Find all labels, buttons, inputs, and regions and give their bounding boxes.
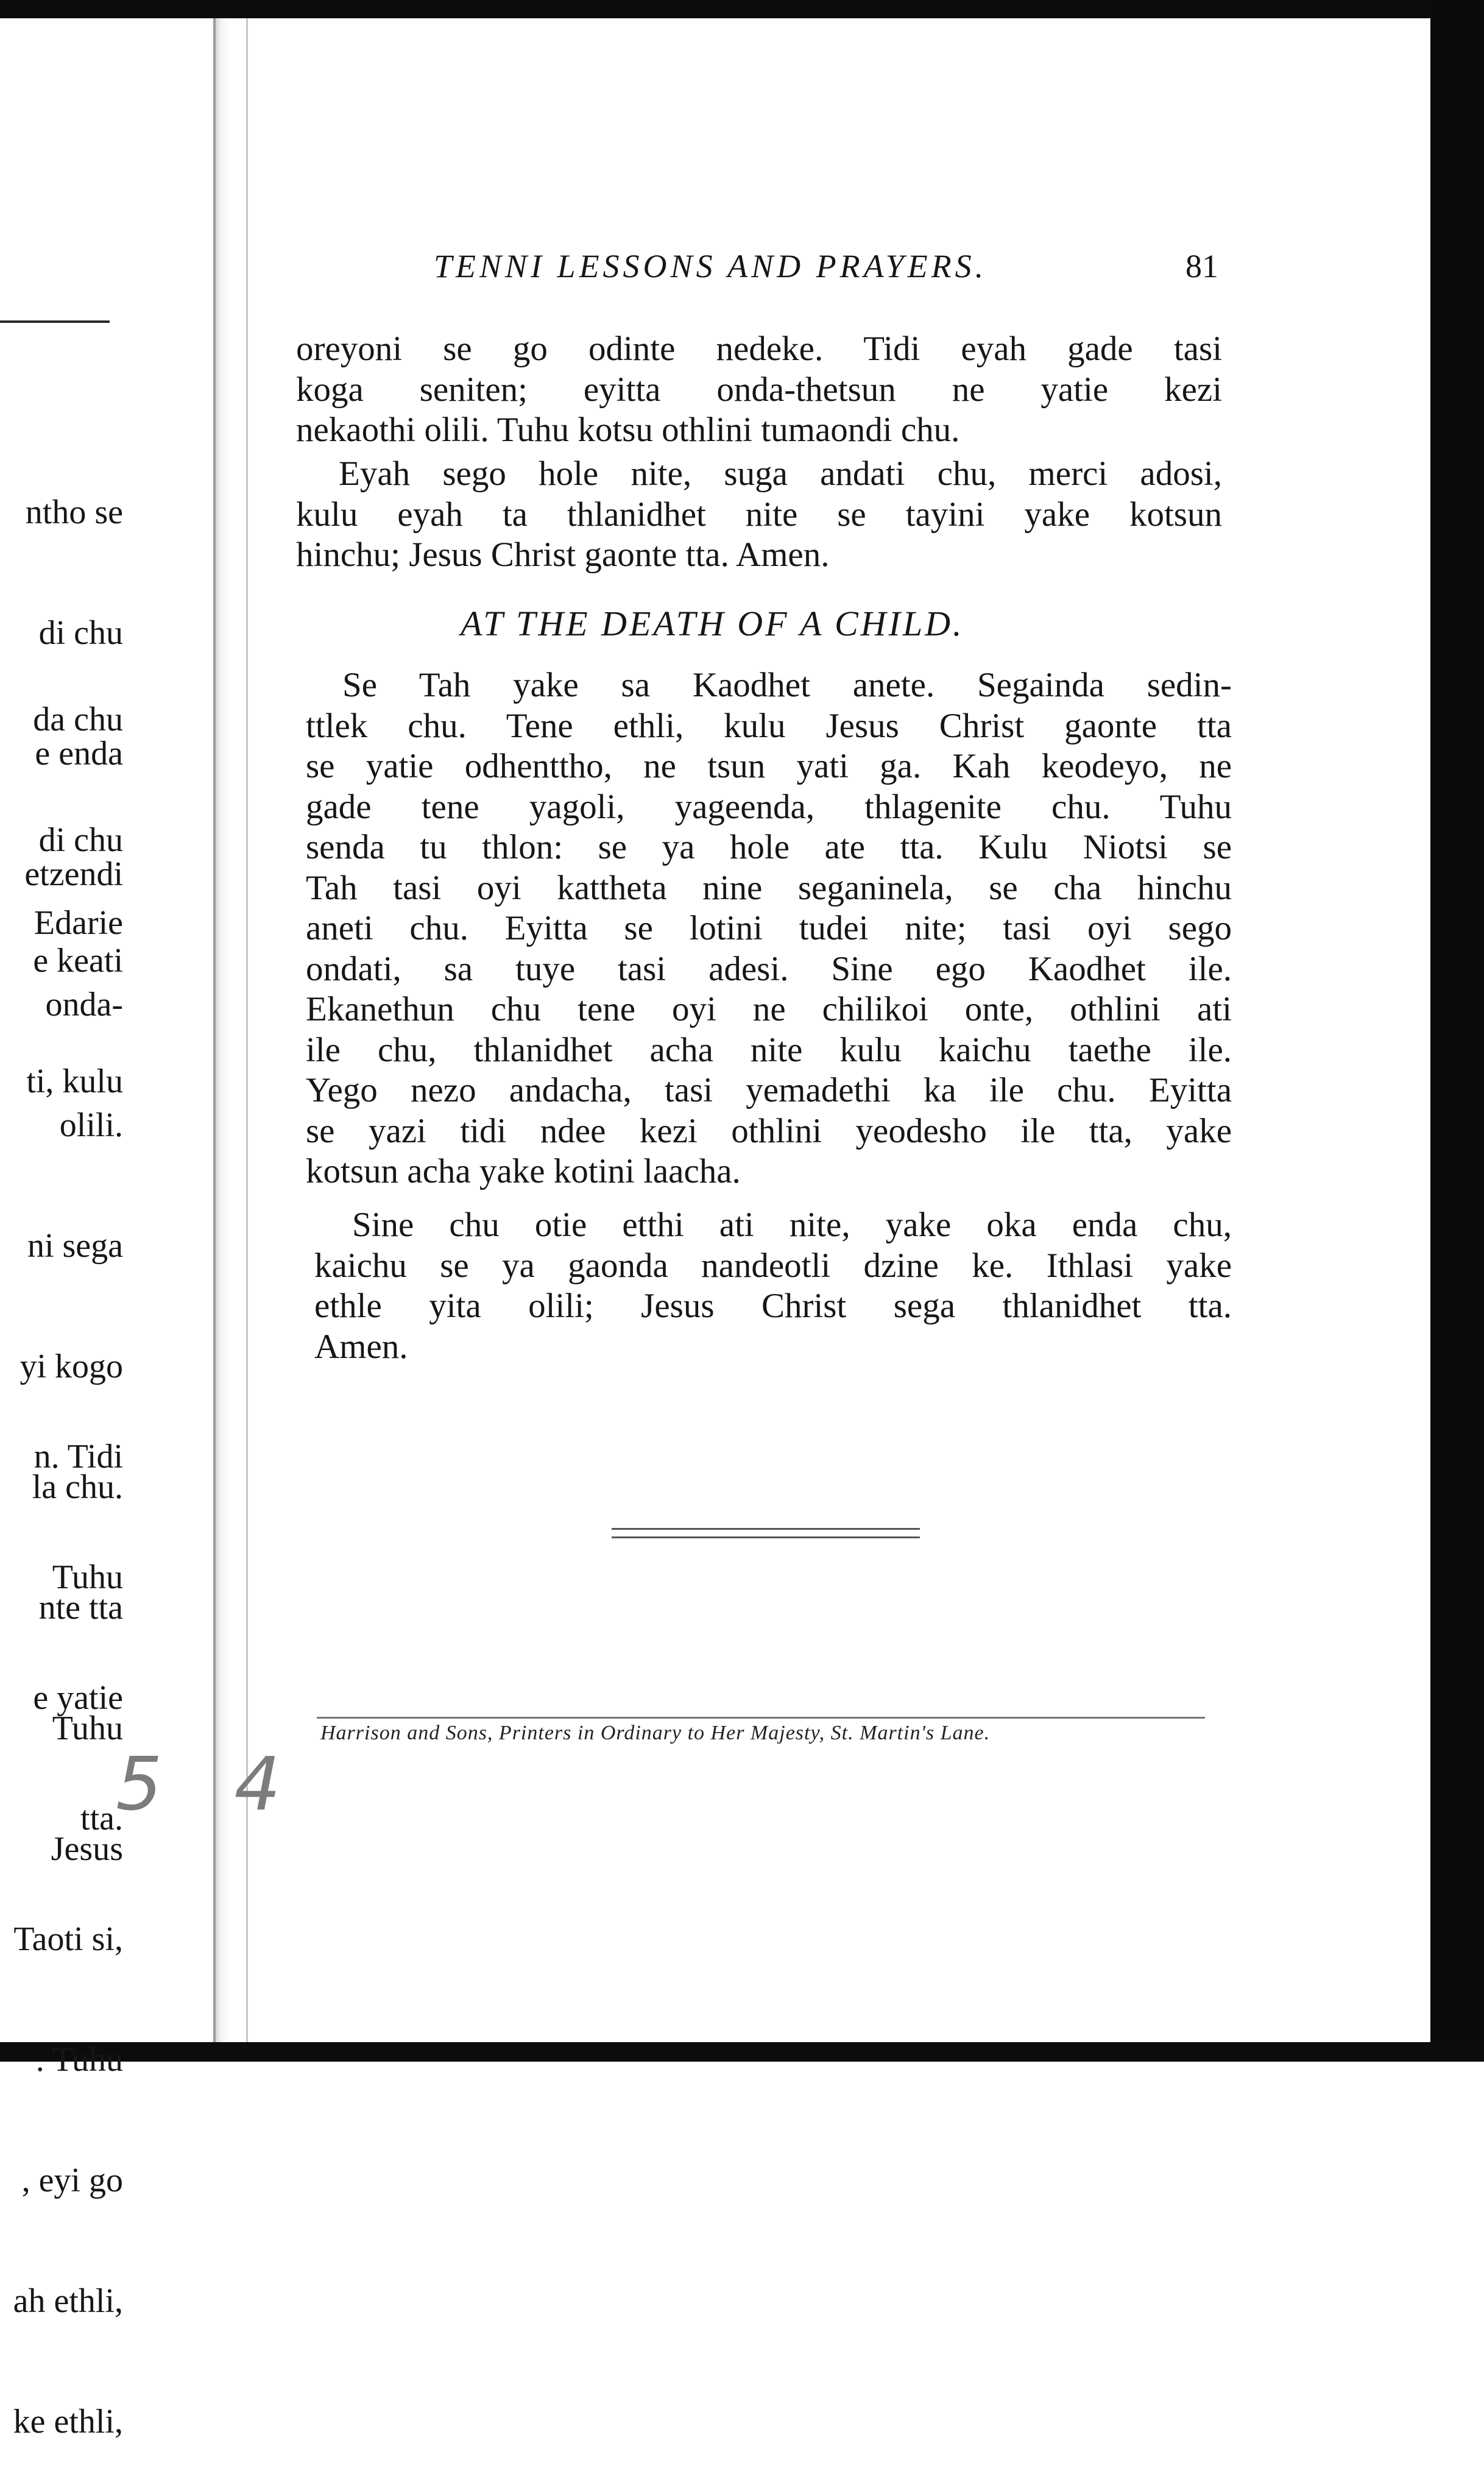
pencil-margin-note: 5 4 [116,1742,305,1827]
text-line: hinchu; Jesus Christ gaonte tta. Amen. [296,536,830,574]
page-number: 81 [1185,248,1218,285]
left-fragment-line: etzendi [24,855,123,893]
left-fragment-line: di chu [38,821,123,859]
left-fragment-line: Edarie [34,904,123,942]
section-title: AT THE DEATH OF A CHILD. [461,604,964,643]
text-line: ttlek chu. Tene ethli, kulu Jesus Christ gaonte tta [306,706,1232,745]
scan-border-top [0,0,1484,18]
left-fragment-line: ntho se [25,493,123,531]
left-fragment-line: e yatie [33,1679,123,1717]
text-line: aneti chu. Eyitta se lotini tudei nite; tasi oyi sego [306,909,1232,947]
left-fragment-line: ah ethli, [13,2282,123,2320]
imprint-rule [317,1717,1205,1719]
text-line: Sine chu otie etthi ati nite, yake oka enda chu, [352,1206,1232,1244]
left-fragment-line: e enda [35,735,123,773]
text-line: se yazi tidi ndee kezi othlini yeodesho ile tta, yake [306,1111,1232,1150]
left-fragment-line: e keati [33,942,123,980]
left-fragment-line: tta. [80,1800,123,1837]
text-line: nekaothi olili. Tuhu kotsu othlini tumaondi chu. [296,411,960,449]
end-rule [612,1528,920,1530]
left-page-rule [0,320,110,323]
text-line: kaichu se ya gaonda nandeotli dzine ke. Ithlasi yake [314,1246,1232,1285]
text-line: kulu eyah ta thlanidhet nite se tayini yake kotsun [296,495,1222,534]
left-fragment-line: ke ethli, [13,2403,123,2441]
left-fragment-line: da chu [33,701,123,738]
text-line: Eyah sego hole nite, suga andati chu, merci adosi, [339,454,1222,493]
left-page-fragment-block5 [13,1356,123,2482]
left-fragment-line: onda- [45,986,123,1024]
left-fragment-line: nte tta [38,1589,123,1627]
left-fragment-line: n. Tidi [34,1438,123,1476]
text-line: se yatie odhenttho, ne tsun yati ga. Kah keodeyo, ne [306,747,1232,785]
page-gutter [214,18,230,2042]
text-line: Tah tasi oyi kattheta nine seganinela, se cha hinchu [306,868,1232,907]
gutter-edge-line [213,18,216,2042]
left-fragment-line: Jesus [51,1830,123,1868]
left-fragment-line: Tuhu [52,1709,123,1747]
text-line: Amen. [314,1327,408,1366]
text-line: Ekanethun chu tene oyi ne chilikoi onte, othlini ati [306,990,1232,1028]
text-line: ile chu, thlanidhet acha nite kulu kaichu taethe ile. [306,1030,1232,1069]
left-fragment-line: yi kogo [19,1348,123,1385]
section-paragraph [314,1205,1232,1367]
left-fragment-line: ni sega [27,1227,123,1265]
gutter-inner-line [246,18,248,2042]
left-fragment-line: di chu [38,614,123,652]
end-rule [612,1536,920,1538]
paragraph-continued [296,329,1222,451]
section-paragraph [306,665,1232,1192]
paragraph-closing-prayer [296,454,1222,576]
text-line: Se Tah yake sa Kaodhet anete. Segainda sedin- [342,666,1232,704]
text-line: koga seniten; eyitta onda-thetsun ne yatie kezi [296,370,1222,409]
text-line: gade tene yagoli, yageenda, thlagenite chu. Tuhu [306,787,1232,826]
left-fragment-line: olili. [59,1106,123,1144]
text-line: ethle yita olili; Jesus Christ sega thlanidhet tta. [314,1287,1232,1325]
left-fragment-line: . Tuhu [35,2041,123,2079]
text-line: Yego nezo andacha, tasi yemadethi ka ile chu. Eyitta [306,1071,1232,1109]
scan-border-right [1430,0,1484,2062]
running-head: TENNI LESSONS AND PRAYERS. [434,248,988,285]
left-fragment-line: la chu. [32,1468,123,1506]
scan-border-bottom [0,2042,1484,2062]
left-fragment-line: Taoti si, [13,1920,123,1958]
left-fragment-line: , eyi go [21,2162,123,2199]
text-line: kotsun acha yake kotini laacha. [306,1152,741,1190]
left-fragment-line: Tuhu [52,1558,123,1596]
text-line: oreyoni se go odinte nedeke. Tidi eyah gade tasi [296,330,1222,368]
printer-imprint: Harrison and Sons, Printers in Ordinary to Her Majesty, St. Martin's Lane. [320,1722,991,1744]
text-line: senda tu thlon: se ya hole ate tta. Kulu Niotsi se [306,828,1232,866]
left-fragment-line: ti, kulu [26,1062,123,1100]
text-line: ondati, sa tuye tasi adesi. Sine ego Kaodhet ile. [306,949,1232,988]
